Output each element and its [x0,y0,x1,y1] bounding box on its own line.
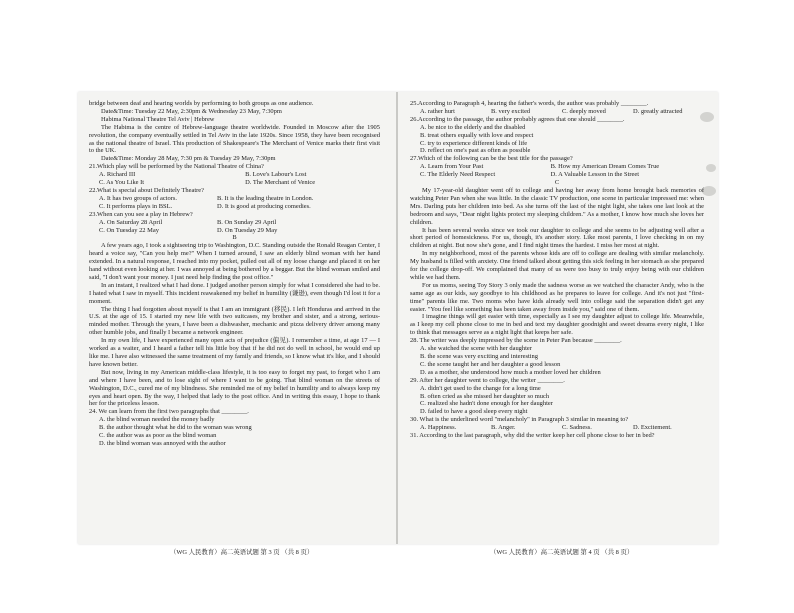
option-b[interactable]: B. often cried as she missed her daughter so much [420,392,550,400]
option-a[interactable]: A. Richard III [99,171,136,179]
option-c[interactable]: C. The Elderly Need Respect [420,171,496,179]
option-c[interactable]: C. the author was as poor as the blind woman [99,432,217,440]
question-21-stem: 21.Which play will be performed by the National Theatre of China? [89,163,264,171]
section-heading: C [554,179,560,187]
option-d[interactable]: D. A Valuable Lesson in the Street [550,171,640,179]
option-d[interactable]: D. It is good at producing comedies. [217,202,311,210]
question-26-stem: 26.According to the passage, the author probably agrees that one should ________. [410,115,625,123]
right-page-column [410,100,704,440]
page-footer-left: （WG 人民教育）高二英语试题 第 3 页 （共 8 页） [170,549,314,556]
option-b[interactable]: B. It is the leading theatre in London. [217,194,314,202]
question-27-stem: 27.Which of the following can be the best title for the passage? [410,155,573,163]
option-a[interactable]: A. Happiness. [420,424,457,432]
option-b[interactable]: B. treat others equally with love and respect [420,131,534,139]
page-footer-right: （WG 人民教育）高二英语试题 第 4 页 （共 8 页） [490,549,634,556]
option-c[interactable]: C. try to experience different kinds of life [420,139,528,147]
question-24-stem: 24. We can learn from the first two paragraphs that ________. [89,408,249,416]
habima-paragraph: The Habima is the centre of Hebrew-language theatre worldwide. Founded in Moscow after the 1905 revolution, the company eventually settled in Tel Aviv in the late 1920s. Since 1958, they have been recognised as the national theatre of Israel. This production of Shakespeare's The Merchant of Venice marks their first visit to the UK. [89,123,380,155]
option-a[interactable]: A. she watched the scene with her daughter [420,345,532,353]
option-a[interactable]: A. didn't get used to the change for a long time [420,384,541,392]
passage-paragraph: It has been several weeks since we took our daughter to college and she seems to be adjusting well after a short period of homesickness. For us, though, it's another story. Like most parents, I love checking in on my children at night. But now she's gone, and I find night times the hardest. I miss her most at night. [410,226,704,250]
page-fold [396,92,398,544]
text-line: bridge between deaf and hearing worlds by performing to both groups as one audience. [89,100,314,107]
passage-paragraph: For us moms, seeing Toy Story 3 only made the sadness worse as we watched the character Andy, who is the same age as our kids, say goodbye to his childhood as he prepares to leave for college. And it's not just "first-time" parents like me. Two moms who have kids already well into college said the separation didn't get any easier. "You feel like something has been taken away from inside you," said one of them. [410,281,704,313]
passage-paragraph: In my neighborhood, most of the parents whose kids are off to college are dealing with similar melancholy. My husband is filled with anxiety. One friend talked about getting this sick feeling in her stomach as she prepared for the college drop-off. We complained that many of us were too busy to truly enjoy being with our children while we had them. [410,250,704,281]
option-c[interactable]: C. Sadness. [562,424,592,432]
option-d[interactable]: D. On Tuesday 29 May [217,226,278,234]
option-a[interactable]: A. On Saturday 28 April [99,218,163,226]
passage-paragraph: A few years ago, I took a sightseeing trip to Washington, D.C. Standing outside the Ronald Reagan Center, I heard a voice say, "Can you help me?" When I turned around, I saw an elderly blind woman with her hand extended. In a natural response, I reached into my pocket, pulled out all of my loose change and placed it on her hand without even looking at her. I was annoyed at being bothered by a beggar. But the blind woman smiled and said, "I don't want your money. I just need help finding the post office." [89,242,380,281]
option-a[interactable]: A. rather hurt [420,107,455,115]
option-d[interactable]: D. greatly attracted [633,107,683,115]
question-22-stem: 22.What is special about Definitely Theatre? [89,186,204,194]
option-c[interactable]: C. As You Like It [99,179,145,187]
question-30-stem: 30. What is the underlined word "melancholy" in Paragraph 3 similar in meaning to? [410,416,629,424]
option-d[interactable]: D. The Merchant of Venice [245,179,316,187]
option-b[interactable]: B. On Sunday 29 April [217,218,277,226]
option-b[interactable]: B. the author thought what he did to the woman was wrong [99,424,252,432]
passage-paragraph: I imagine things will get easier with time, especially as I see my daughter adjust to college life. Meanwhile, as I keep my cell phone close to me in bed and text my daughter goodnight and sweet dreams every night, I like to think that messages serve as a night light that keeps her safe. [410,313,704,337]
event-datetime: Date&Time: Tuesday 22 May, 2:30pm & Wednesday 23 May, 7:30pm [101,107,282,115]
question-23-stem: 23.When can you see a play in Hebrew? [89,210,193,218]
option-c[interactable]: C. It performs plays in BSL. [99,202,173,210]
event-datetime: Date&Time: Monday 28 May, 7:30 pm & Tuesday 29 May, 7:30pm [101,155,276,163]
question-29-stem: 29. After her daughter went to college, the writer ________. [410,376,565,384]
event-venue: Habima National Theatre Tel Aviv | Hebrew [101,115,215,123]
option-a[interactable]: A. It has two groups of actors. [99,194,177,202]
section-heading: B [232,234,237,242]
question-31-stem: 31. According to the last paragraph, why did the writer keep her cell phone close to her in bed? [410,432,655,440]
option-c[interactable]: C. deeply moved [562,107,606,115]
option-b[interactable]: B. the scene was very exciting and interesting [420,353,538,360]
option-a[interactable]: A. the blind woman needed the money badly [99,416,215,424]
option-c[interactable]: C. the scene taught her and her daughter a good lesson [420,360,561,368]
scan-blot [706,164,716,172]
passage-paragraph: In an instant, I realized what I had done. I judged another person simply for what I considered she had to be. I hated what I saw in myself. This incident reawakened my belief in humility (谦逊), even though I'd lost it for a moment. [89,281,380,305]
option-a[interactable]: A. be nice to the elderly and the disabled [420,123,526,131]
passage-paragraph: The thing I had forgotten about myself is that I am an immigrant (移民). I left Honduras and arrived in the U.S. at the age of 15. I started my new life with two suitcases, my brother and sister, and a strong, serious-minded mother. Through the years, I have been a dishwasher, mechanic and pizza delivery driver among many other humble jobs, and finally I became a network engineer. [89,305,380,337]
option-d[interactable]: D. as a mother, she understood how much a mother loved her children [420,368,601,376]
question-28-stem: 28. The writer was deeply impressed by the scene in Peter Pan because ________. [410,337,622,345]
left-page-column [89,100,380,448]
passage-paragraph: But now, living in my American middle-class lifestyle, it is too easy to forget my past, to forget who I am and where I have been, and to lose sight of where I want to be going. That blind woman on the streets of Washington, D.C., cured me of my blindness. She reminded me of my belief in humility and to always keep my eyes and heart open. By the way, I helped that lady to the post office. And in writing this essay, I hope to thank her for the priceless lesson. [89,368,380,408]
option-a[interactable]: A. Learn from Your Past [420,163,484,171]
passage-paragraph: In my own life, I have experienced many open acts of prejudice (偏见). I remember a time, at age 17 — I worked as a waiter, and I heard a father tell his little boy that if he did not do well in school, he would end up like me. I have also witnessed the same treatment of my family and friends, so I know what it's like, and I should have known better. [89,337,380,368]
option-d[interactable]: D. the blind woman was annoyed with the author [99,439,226,447]
option-d[interactable]: D. Excitement. [633,424,672,432]
option-b[interactable]: B. Love's Labour's Lost [245,171,307,179]
option-b[interactable]: B. How my American Dream Comes True [550,163,660,171]
scan-blot [702,186,716,196]
option-d[interactable]: D. failed to have a good sleep every night [420,408,528,416]
question-25-stem: 25.According to Paragraph 4, hearing the father's words, the author was probably ________. [410,100,649,107]
passage-paragraph: My 17-year-old daughter went off to college and having her away from home brought back memories of watching Peter Pan when she was little. In the classic TV production, one scene in particular impressed me: when Mrs. Darling puts her children into bed. As she turns off the last of the night light, she takes one last look at the bedroom and says, "Dear night lights protect my sleeping children." As a mother, I know how much she loves her children. [410,186,704,226]
option-b[interactable]: B. Anger. [491,424,516,432]
option-b[interactable]: B. very excited [491,107,531,115]
option-d[interactable]: D. reflect on one's past as often as possible [420,147,531,155]
option-c[interactable]: C. realized she hadn't done enough for her daughter [420,400,553,408]
option-c[interactable]: C. On Tuesday 22 May [99,226,159,234]
